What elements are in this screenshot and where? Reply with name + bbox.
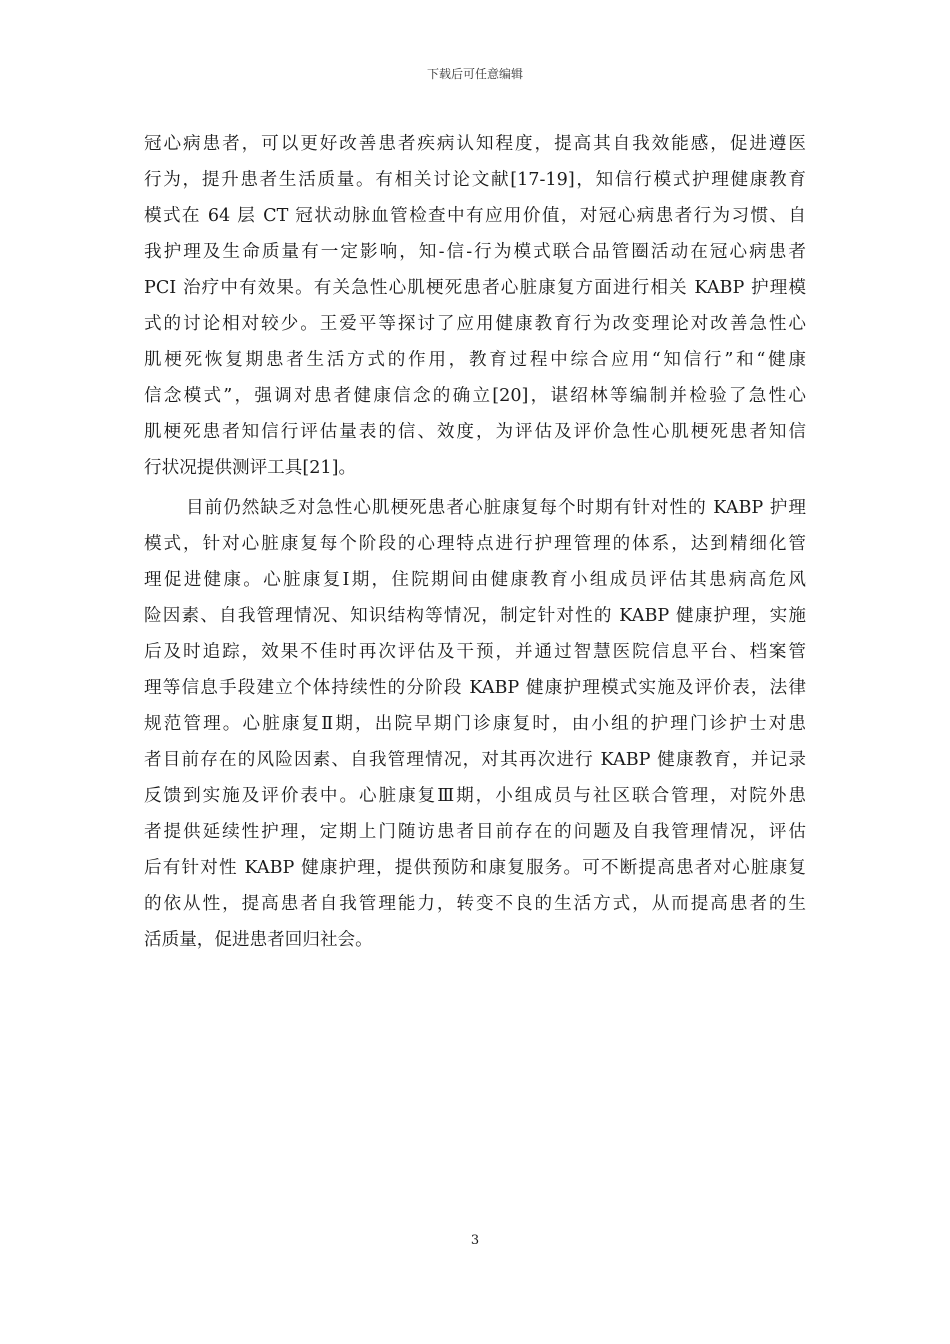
text-line: 险因素、自我管理情况、知识结构等情况，制定针对性的 KABP 健康护理，实施 (144, 606, 806, 626)
document-body (144, 126, 806, 958)
text-line: 行为，提升患者生活质量。有相关讨论文献[17-19]，知信行模式护理健康教育 (144, 170, 806, 190)
paragraph-1 (144, 126, 806, 486)
text-line: 目前仍然缺乏对急性心肌梗死患者心脏康复每个时期有针对性的 KABP 护理 (186, 498, 806, 518)
text-line: PCI 治疗中有效果。有关急性心肌梗死患者心脏康复方面进行相关 KABP 护理模 (144, 278, 806, 298)
text-line: 后及时追踪，效果不佳时再次评估及干预，并通过智慧医院信息平台、档案管 (144, 642, 806, 662)
text-line: 肌梗死恢复期患者生活方式的作用，教育过程中综合应用“知信行”和“健康 (144, 350, 806, 370)
page-number: 3 (470, 1233, 480, 1248)
text-line: 者目前存在的风险因素、自我管理情况，对其再次进行 KABP 健康教育，并记录 (144, 750, 806, 770)
text-line: 模式在 64 层 CT 冠状动脉血管检查中有应用价值，对冠心病患者行为习惯、自 (144, 206, 806, 226)
text-line: 冠心病患者，可以更好改善患者疾病认知程度，提高其自我效能感，促进遵医 (144, 134, 806, 154)
text-line: 信念模式”，强调对患者健康信念的确立[20]，谌绍林等编制并检验了急性心 (144, 386, 806, 406)
paragraph-2 (144, 490, 806, 958)
text-line: 我护理及生命质量有一定影响，知-信-行为模式联合品管圈活动在冠心病患者 (144, 242, 806, 262)
text-line: 肌梗死患者知信行评估量表的信、效度，为评估及评价急性心肌梗死患者知信 (144, 422, 806, 442)
text-line: 活质量，促进患者回归社会。 (144, 930, 373, 950)
text-line: 后有针对性 KABP 健康护理，提供预防和康复服务。可不断提高患者对心脏康复 (144, 858, 806, 878)
text-line: 理促进健康。心脏康复Ⅰ期，住院期间由健康教育小组成员评估其患病高危风 (144, 570, 806, 590)
page-header: 下载后可任意编辑 (426, 67, 523, 81)
text-line: 式的讨论相对较少。王爱平等探讨了应用健康教育行为改变理论对改善急性心 (144, 314, 806, 334)
text-line: 反馈到实施及评价表中。心脏康复Ⅲ期，小组成员与社区联合管理，对院外患 (144, 786, 806, 806)
text-line: 理等信息手段建立个体持续性的分阶段 KABP 健康护理模式实施及评价表，法律 (144, 678, 806, 698)
text-line: 模式，针对心脏康复每个阶段的心理特点进行护理管理的体系，达到精细化管 (144, 534, 806, 554)
text-line: 规范管理。心脏康复Ⅱ期，出院早期门诊康复时，由小组的护理门诊护士对患 (144, 714, 806, 734)
text-line: 者提供延续性护理，定期上门随访患者目前存在的问题及自我管理情况，评估 (144, 822, 806, 842)
text-line: 的依从性，提高患者自我管理能力，转变不良的生活方式，从而提高患者的生 (144, 894, 806, 914)
text-line: 行状况提供测评工具[21]。 (144, 458, 357, 478)
